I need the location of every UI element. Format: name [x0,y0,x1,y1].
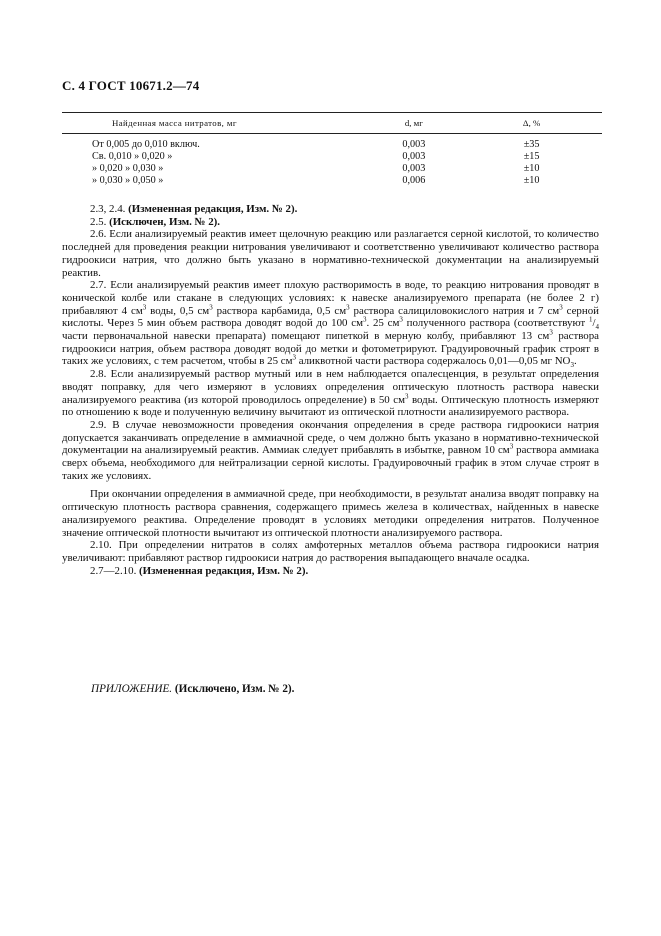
delta-cell: ±15 [523,151,540,162]
paragraph-2-3 [62,203,599,216]
table-row [62,151,602,163]
delta-cell: ±10 [523,163,540,174]
d-cell: 0,003 [402,139,426,150]
delta-cell: ±35 [523,139,540,150]
clause-number: 2.7—2.10. [90,564,137,577]
paragraph-2-8: 2.8. Если анализируемый раствор мутный или в нем наблюдается опалесценция, в результат определения вводят поправку, для чего измеряют в условиях определения оптическую плотность раствора навески анализируемого реактива (из которой проводилось определение) в 50 $см^3$ воды. Оптическую плотность измеряют по отношению к воде и полученную величину вычитают из оптической плотности анализируемого раствора. [62,368,599,419]
d-cell: 0,003 [402,151,426,162]
paragraph-2-7-2-10 [62,565,599,578]
paragraph-2-10: 2.10. При определении нитратов в солях амфотерных металлов объема раствора гидроокиси натрия увеличивают: прибавляют раствор гидроокиси натрия до растворения выпадающего вначале осадка. [62,539,599,564]
paragraph-2-9: 2.9. В случае невозможности проведения окончания определения в среде раствора гидроокиси натрия допускается заканчивать определение в аммиачной среде, о чем должно быть указано в нормативно-технической документации на анализируемый реактив. Аммиак следует прибавлять в избытке, равном 10 $см^3$ раствора аммиака сверх объема, необходимого для нейтрализации серной кислоты. Градуировочный график в этом случае строят в таких же условиях. [62,418,599,482]
appendix-title: ПРИЛОЖЕНИЕ. [91,683,173,695]
mass-cell: » 0,020 » 0,030 » [92,163,164,174]
column-header-d: d, мг [367,113,462,134]
amendment-note: (Измененная редакция, Изм. № 2). [139,564,309,577]
appendix-note [91,683,294,695]
delta-cell: ±10 [523,175,540,186]
appendix-status: (Исключено, Изм. № 2). [174,683,295,695]
column-header-delta: Δ, % [461,113,602,134]
paragraph-2-5 [62,216,599,229]
amendment-note: (Исключен, Изм. № 2). [109,215,221,228]
d-cell: 0,003 [402,163,426,174]
page-header: С. 4 ГОСТ 10671.2—74 [62,78,200,93]
mass-cell: Св. 0,010 » 0,020 » [92,151,173,162]
table-row [62,175,602,187]
table-header-row [62,113,602,134]
column-header-mass: Найденная масса нитратов, мг [62,113,367,134]
d-cell: 0,006 [402,175,426,186]
paragraph-ammonia-note: При окончании определения в аммиачной среде, при необходимости, в результат анализа вводят поправку на оптическую плотность раствора сравнения, содержащего примесь железа в количествах, найденных в навеске анализируемого реактива. Определение проводят в условиях методики определения нитратов. Полученное значение оптической плотности вычитают из оптической плотности анализируемого раствора. [62,488,599,539]
clause-number: 2.3, 2.4. [90,203,126,215]
amendment-note: (Измененная редакция, Изм. № 2). [128,203,298,215]
body-text [62,203,599,577]
mass-cell: » 0,030 » 0,050 » [92,175,164,186]
table-row [62,134,602,152]
nitrate-table [62,112,602,187]
table-row [62,163,602,175]
paragraph-2-6: 2.6. Если анализируемый реактив имеет щелочную реакцию или разлагается серной кислотой, то количество последней для проведения реакции нитрования увеличивают и соответственно увеличивают количество раствора гидроокиси натрия, что должно быть указано в нормативно-технической документации на анализируемый реактив. [62,228,599,279]
mass-cell: От 0,005 до 0,010 включ. [92,139,200,150]
paragraph-2-7: 2.7. Если анализируемый реактив имеет плохую растворимость в воде, то реакцию нитрования проводят в конической колбе или стакане в следующих условиях: к навеске анализируемого препарата (не более 2 г) прибавляют 4 $см^3$ воды, 0,5 $см^3$ раствора карбамида, 0,5 $см^3$ раствора салициловокислого натрия и 7 $см^3$ серной кислоты. Через 5 мин объем раствора доводят водой до 100 $см^3$. 25 $см^3$ полученного раствора (соответствуют $^1/_4$ части первоначальной навески препарата) помещают пипеткой в мерную колбу, прибавляют 13 $см^3$ раствора гидроокиси натрия, объем раствора доводят водой до метки и фотометрируют. Градуировочный график строят в таких же условиях, с тем расчетом, чтобы в 25 $см^3$ аликвотной части раствора содержалось 0,01—0,05 мг $NO_3$. [62,279,599,370]
clause-number: 2.5. [90,215,107,228]
